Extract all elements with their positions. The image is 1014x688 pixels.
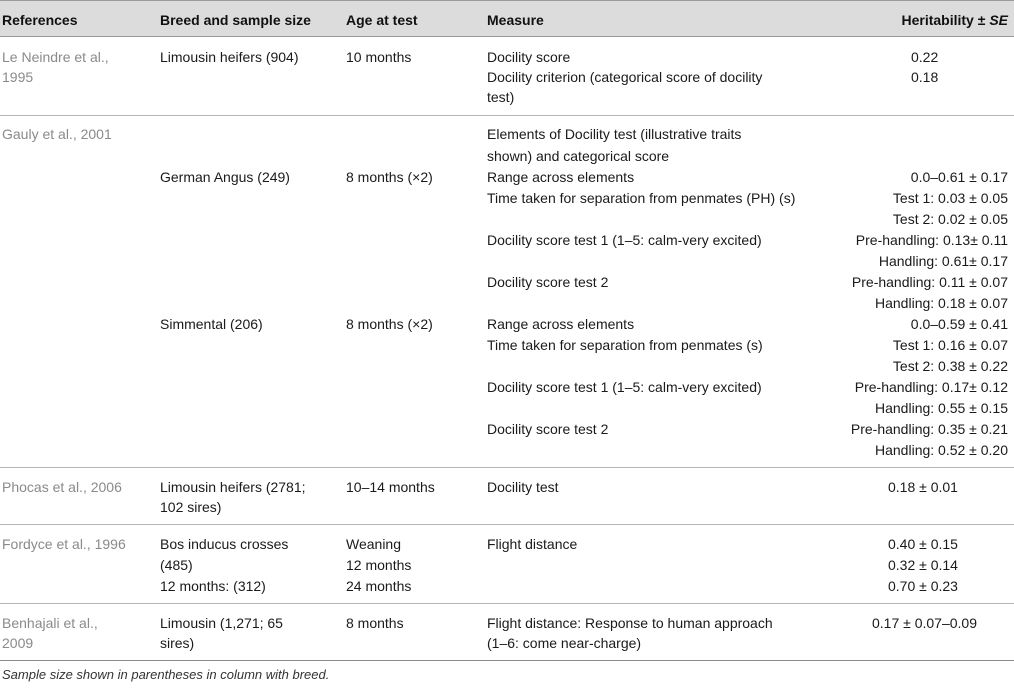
heritability-cell: Handling: 0.52 ± 0.20	[875, 442, 1008, 458]
header-age: Age at test	[346, 12, 418, 28]
header-breed: Breed and sample size	[160, 12, 311, 28]
header-heritability-se: SE	[989, 12, 1008, 28]
heritability-cell: Pre-handling: 0.11 ± 0.07	[851, 274, 1008, 290]
measure-cell: Docility criterion (categorical score of docility	[487, 69, 763, 85]
heritability-cell: 0.0–0.59 ± 0.41	[910, 316, 1008, 332]
breed-cell: 12 months: (312)	[160, 578, 266, 594]
ref-cell: Gauly et al., 2001	[2, 126, 112, 142]
header-measure: Measure	[487, 12, 544, 28]
breed-cell: Limousin heifers (904)	[160, 49, 299, 65]
heritability-cell: Test 1: 0.16 ± 0.07	[892, 337, 1008, 353]
heritability-cell: 0.17 ± 0.07–0.09	[872, 615, 977, 631]
header-heritability-label: Heritability ±	[901, 12, 990, 28]
measure-cell: test)	[487, 89, 515, 105]
heritability-cell: 0.32 ± 0.14	[888, 557, 958, 573]
measure-cell: (1–6: come near-charge)	[487, 635, 642, 651]
breed-cell: Bos inducus crosses	[160, 536, 289, 552]
breed-cell: Limousin heifers (2781;	[160, 479, 306, 495]
breed-cell: sires)	[160, 635, 195, 651]
row-divider	[0, 467, 1014, 468]
header-heritability	[901, 10, 1008, 30]
measure-cell: Docility test	[487, 479, 559, 495]
breed-cell: Limousin (1,271; 65	[160, 615, 283, 631]
heritability-cell: 0.70 ± 0.23	[888, 578, 958, 594]
breed-cell: German Angus (249)	[160, 169, 290, 185]
heritability-cell: 0.18	[911, 69, 939, 85]
age-cell: 24 months	[346, 578, 412, 594]
table-bottom-rule	[0, 660, 1014, 661]
table-footnote: Sample size shown in parentheses in column with breed.	[2, 667, 330, 682]
age-cell: 8 months	[346, 615, 404, 631]
ref-cell: 1995	[2, 69, 34, 85]
ref-cell: Phocas et al., 2006	[2, 479, 122, 495]
table-header-row	[0, 0, 1014, 37]
measure-cell: Time taken for separation from penmates (PH) (s)	[487, 190, 796, 206]
measure-cell: Docility score	[487, 49, 571, 65]
row-divider	[0, 524, 1014, 525]
ref-cell: 2009	[2, 635, 34, 651]
measure-cell: shown) and categorical score	[487, 148, 670, 164]
breed-cell: 102 sires)	[160, 499, 222, 515]
measure-cell: Flight distance: Response to human approach	[487, 615, 773, 631]
age-cell: Weaning	[346, 536, 402, 552]
age-cell: 8 months (×2)	[346, 316, 433, 332]
measure-cell: Docility score test 1 (1–5: calm-very excited)	[487, 379, 762, 395]
ref-cell: Benhajali et al.,	[2, 615, 98, 631]
age-cell: 12 months	[346, 557, 412, 573]
measure-cell: Docility score test 1 (1–5: calm-very excited)	[487, 232, 762, 248]
row-divider	[0, 603, 1014, 604]
heritability-cell: Test 1: 0.03 ± 0.05	[892, 190, 1008, 206]
breed-cell: Simmental (206)	[160, 316, 263, 332]
heritability-cell: 0.18 ± 0.01	[888, 479, 958, 495]
measure-cell: Flight distance	[487, 536, 578, 552]
measure-cell: Time taken for separation from penmates (s)	[487, 337, 763, 353]
heritability-cell: Handling: 0.18 ± 0.07	[875, 295, 1008, 311]
heritability-cell: Pre-handling: 0.13± 0.11	[855, 232, 1008, 248]
heritability-cell: Pre-handling: 0.17± 0.12	[854, 379, 1008, 395]
measure-cell: Elements of Docility test (illustrative traits	[487, 126, 742, 142]
heritability-cell: 0.40 ± 0.15	[888, 536, 958, 552]
ref-cell: Fordyce et al., 1996	[2, 536, 126, 552]
heritability-cell: Handling: 0.61± 0.17	[878, 253, 1008, 269]
heritability-cell: Test 2: 0.02 ± 0.05	[892, 211, 1008, 227]
measure-cell: Range across elements	[487, 316, 635, 332]
measure-cell: Range across elements	[487, 169, 635, 185]
ref-cell: Le Neindre et al.,	[2, 49, 109, 65]
heritability-cell: 0.0–0.61 ± 0.17	[910, 169, 1008, 185]
heritability-cell: Pre-handling: 0.35 ± 0.21	[850, 421, 1008, 437]
measure-cell: Docility score test 2	[487, 274, 609, 290]
measure-cell: Docility score test 2	[487, 421, 609, 437]
age-cell: 10 months	[346, 49, 412, 65]
heritability-cell: Handling: 0.55 ± 0.15	[875, 400, 1008, 416]
heritability-cell: 0.22	[911, 49, 939, 65]
header-references: References	[2, 12, 78, 28]
age-cell: 8 months (×2)	[346, 169, 433, 185]
breed-cell: (485)	[160, 557, 193, 573]
age-cell: 10–14 months	[346, 479, 435, 495]
heritability-cell: Test 2: 0.38 ± 0.22	[892, 358, 1008, 374]
row-divider	[0, 115, 1014, 116]
